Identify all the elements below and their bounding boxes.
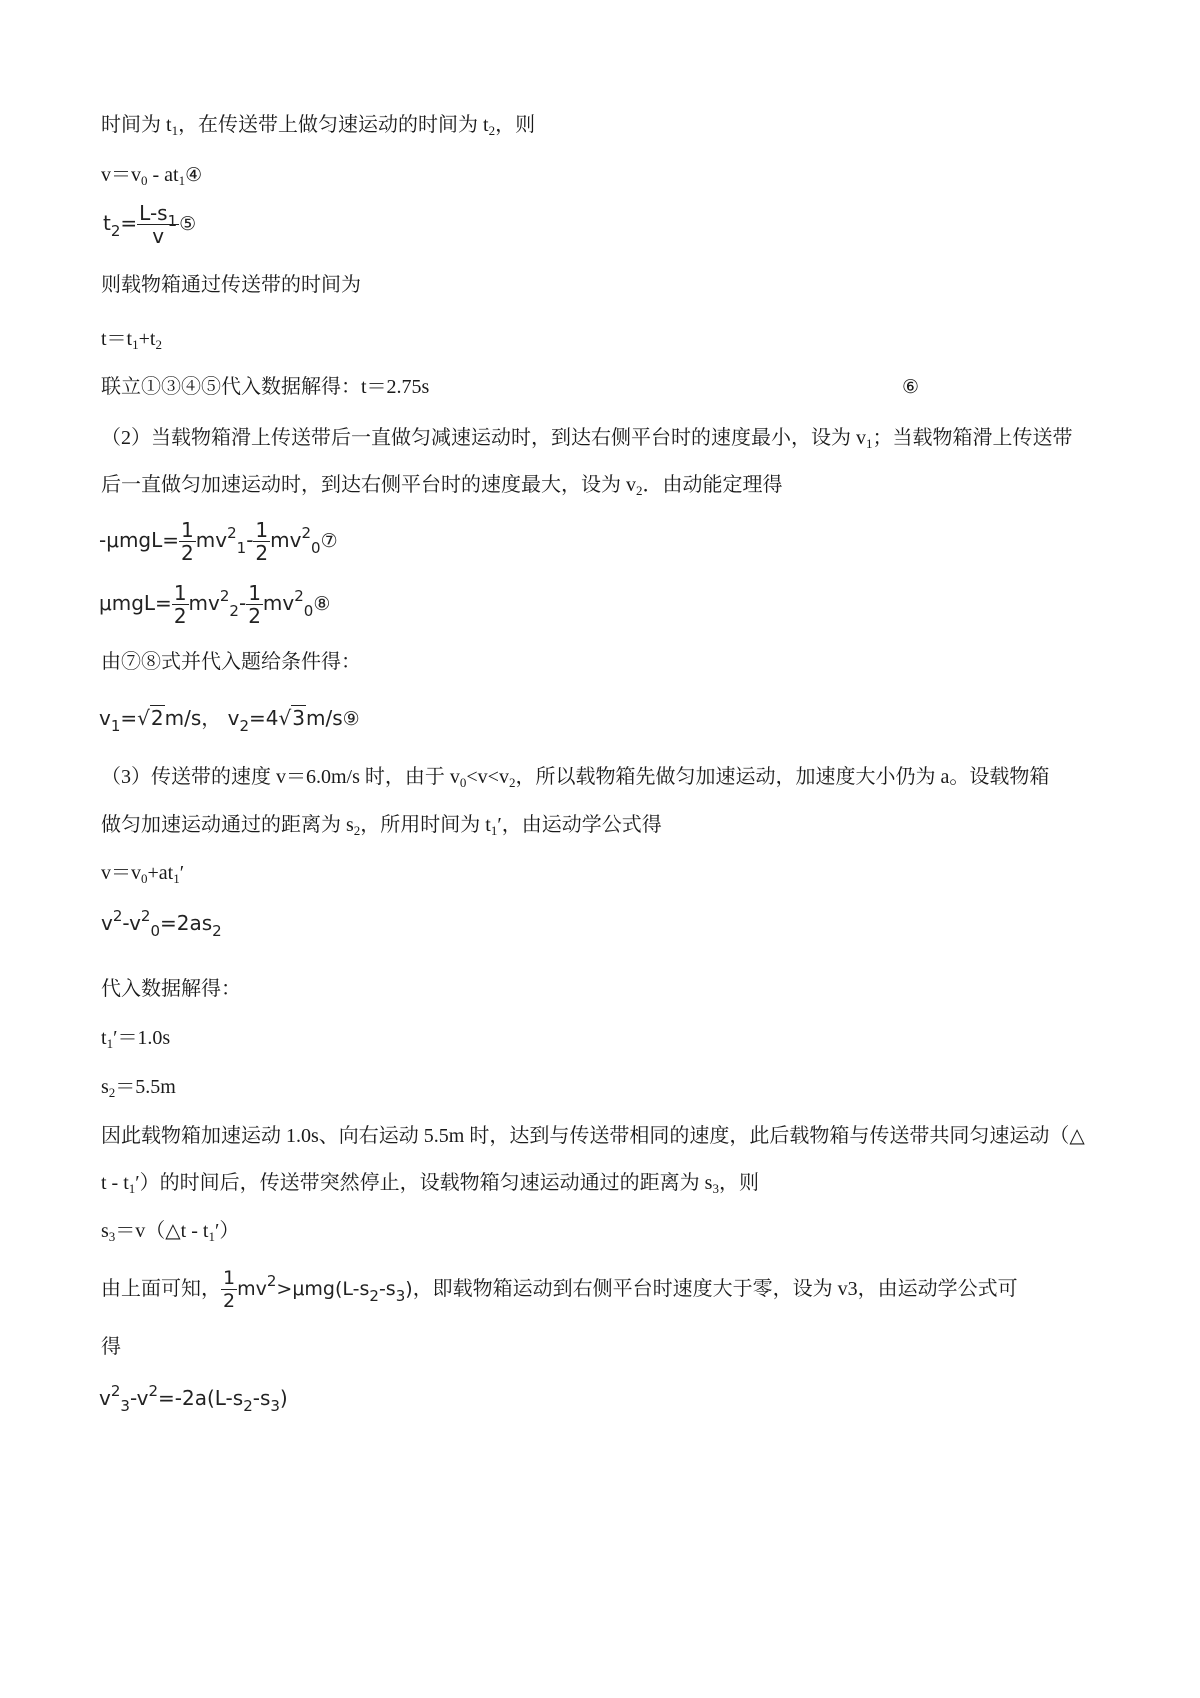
numerator: 1 — [248, 581, 261, 605]
text: ，所以载物箱先做匀加速运动，加速度大小仍为 a。设载物箱 — [515, 766, 1050, 788]
text: 做匀加速运动通过的距离为 s — [101, 814, 354, 836]
result-t1 — [101, 1025, 170, 1051]
text: 联立①③④⑤代入数据解得：t＝2.75s — [101, 376, 430, 398]
numerator: 1 — [181, 518, 194, 542]
subscript: 2 — [229, 602, 239, 620]
text: ；当载物箱滑上传送带 — [872, 427, 1073, 449]
equation-9 — [99, 702, 360, 735]
subscript: 2 — [110, 222, 121, 240]
equation-final — [99, 1382, 288, 1415]
paragraph-4-line-1: 因此载物箱加速运动 1.0s、向右运动 5.5m 时，达到与传送带相同的速度，此后载物箱与传送带共同匀速运动（△ — [101, 1125, 1085, 1147]
text: v — [99, 706, 111, 730]
text: μmgL= — [99, 591, 172, 615]
subscript: 2 — [508, 775, 516, 790]
superscript: 2 — [294, 587, 304, 605]
fraction — [137, 202, 179, 247]
line-solve: 代入数据解得： — [101, 978, 241, 1000]
text: ．由动能定理得 — [642, 474, 783, 496]
inline-inequality — [221, 1267, 413, 1312]
text: <v<v — [466, 766, 509, 788]
text: v — [101, 911, 113, 935]
subscript: 0 — [141, 173, 148, 188]
subscript: 2 — [243, 1397, 253, 1415]
equation-marker: ⑦ — [320, 530, 338, 552]
denominator: 2 — [173, 604, 187, 628]
text: -s — [252, 1386, 271, 1410]
subscript: 1 — [132, 337, 139, 352]
line-substitute: 由⑦⑧式并代入题给条件得： — [101, 651, 361, 673]
equation-8 — [99, 582, 330, 627]
text: v＝v — [101, 862, 141, 884]
equation-marker: ⑨ — [342, 708, 360, 730]
subscript: 1 — [866, 436, 873, 451]
equation-s3 — [101, 1218, 239, 1244]
text: ) — [279, 1386, 288, 1410]
numerator: 1 — [173, 581, 187, 605]
subscript: 2 — [155, 337, 162, 352]
text: ，即载物箱运动到右侧平台时速度大于零，设为 v3，由运动学公式可 — [412, 1278, 1018, 1300]
subscript: 2 — [239, 717, 250, 735]
subscript: 3 — [712, 1181, 719, 1196]
line-solve-6 — [101, 374, 429, 400]
line-total-time: 则载物箱通过传送带的时间为 — [101, 274, 361, 296]
equation-7 — [99, 519, 338, 564]
text: ′＝1.0s — [113, 1027, 171, 1049]
fraction — [246, 582, 263, 627]
root-sign: √ — [278, 706, 292, 730]
subscript: 0 — [459, 775, 467, 790]
subscript: 1 — [490, 823, 498, 838]
text: t — [103, 211, 111, 235]
superscript: 2 — [140, 907, 151, 925]
text: ＝5.5m — [115, 1076, 176, 1098]
text: mv — [237, 1278, 267, 1300]
paragraph-5-line-2: 得 — [101, 1336, 121, 1358]
equation-marker: ⑤ — [179, 213, 197, 235]
superscript: 2 — [148, 1382, 158, 1400]
text: = — [120, 211, 138, 235]
text: ，则 — [495, 114, 536, 136]
text: -s — [378, 1278, 396, 1300]
equation-marker: ④ — [185, 164, 203, 186]
equation-displacement — [101, 907, 222, 940]
equation-4 — [101, 162, 202, 188]
paragraph-4-line-2 — [101, 1170, 759, 1196]
text: +t — [138, 328, 156, 350]
equation-marker-6 — [902, 374, 919, 400]
subscript: 1 — [110, 717, 121, 735]
text: +at — [147, 862, 174, 884]
text: mv — [270, 528, 302, 552]
fraction — [172, 582, 189, 627]
text: mv — [195, 528, 228, 552]
subscript: 1 — [128, 1181, 136, 1196]
superscript: 2 — [110, 1382, 121, 1400]
text: - — [238, 591, 247, 615]
subscript: 1 — [208, 1229, 215, 1244]
text: ′，由运动学公式得 — [497, 814, 662, 836]
subscript: 2 — [636, 483, 643, 498]
equation-total-time — [101, 326, 162, 352]
text: ′ — [179, 862, 185, 884]
text: 后一直做匀加速运动时，到达右侧平台时的速度最大，设为 v — [101, 474, 636, 496]
subscript: 1 — [236, 539, 247, 557]
fraction — [253, 519, 270, 564]
subscript: 3 — [120, 1397, 130, 1415]
subscript: 3 — [395, 1287, 406, 1305]
paragraph-3-line-2 — [101, 812, 662, 838]
subscript: 0 — [141, 871, 148, 886]
text: t＝t — [101, 328, 133, 350]
text: L-s — [139, 201, 168, 225]
text: 由上面可知， — [101, 1278, 221, 1300]
superscript: 2 — [301, 524, 312, 542]
denominator: v — [152, 224, 165, 248]
subscript: 1 — [167, 212, 178, 230]
subscript: 1 — [106, 1036, 114, 1051]
text: = — [120, 706, 138, 730]
paragraph-5-line-1 — [101, 1267, 1018, 1312]
subscript: 2 — [369, 1287, 379, 1305]
denominator: 2 — [223, 1290, 236, 1312]
text: -v — [122, 911, 141, 935]
subscript: 0 — [311, 539, 321, 557]
text: -μmgL= — [99, 528, 180, 552]
text: =2as — [160, 911, 213, 935]
paragraph-2-line-1 — [101, 425, 1073, 451]
paragraph-3-line-1 — [101, 764, 1049, 790]
subscript: 3 — [270, 1397, 280, 1415]
equation-5 — [103, 202, 196, 247]
text: ，在传送带上做匀速运动的时间为 t — [178, 114, 489, 136]
text: s — [101, 1220, 109, 1242]
text: ，所用时间为 t — [360, 814, 491, 836]
text: =-2a(L-s — [158, 1386, 244, 1410]
denominator: 2 — [248, 604, 261, 628]
root-sign: √ — [137, 706, 150, 730]
subscript: 1 — [173, 871, 180, 886]
text: t — [101, 1027, 107, 1049]
text: ＝v（△t - t — [115, 1220, 209, 1242]
superscript: 2 — [266, 1272, 277, 1290]
text: v＝v — [101, 164, 141, 186]
result-s2 — [101, 1074, 176, 1100]
subscript: 2 — [353, 823, 361, 838]
paragraph-2-line-2 — [101, 472, 783, 498]
text: （3）传送带的速度 v＝6.0m/s 时，由于 v — [101, 766, 460, 788]
text: s — [101, 1076, 109, 1098]
subscript: 3 — [108, 1229, 116, 1244]
text: mv — [188, 591, 220, 615]
text: t - t — [101, 1172, 129, 1194]
fraction — [221, 1267, 237, 1312]
superscript: 2 — [112, 907, 123, 925]
subscript: 0 — [303, 602, 314, 620]
subscript: 2 — [488, 123, 496, 138]
text: ) — [405, 1278, 413, 1300]
text: - at — [147, 164, 179, 186]
numerator: 1 — [223, 1267, 236, 1289]
equation-marker: ⑧ — [313, 593, 331, 615]
text: ，则 — [718, 1172, 759, 1194]
subscript: 2 — [212, 922, 222, 940]
text: （2）当载物箱滑上传送带后一直做匀减速运动时，到达右侧平台时的速度最小，设为 v — [101, 427, 866, 449]
text: - — [246, 528, 254, 552]
text: v — [227, 706, 240, 730]
text: ′） — [214, 1220, 240, 1242]
text: v — [99, 1386, 111, 1410]
text: m/s， — [164, 706, 222, 730]
superscript: 2 — [227, 524, 237, 542]
text: -v — [129, 1386, 149, 1410]
text: ′）的时间后，传送带突然停止，设载物箱匀速运动通过的距离为 s — [135, 1172, 713, 1194]
numerator: 1 — [255, 518, 269, 542]
subscript: 0 — [150, 922, 160, 940]
subscript: 1 — [171, 123, 179, 138]
radicand: 3 — [292, 706, 305, 730]
text: >μmg(L-s — [276, 1278, 370, 1300]
equation-velocity — [101, 860, 184, 886]
denominator: 2 — [255, 541, 269, 565]
radicand: 2 — [150, 706, 164, 730]
text: =4 — [249, 706, 279, 730]
subscript: 1 — [178, 173, 186, 188]
denominator: 2 — [181, 541, 194, 565]
line-time-definition — [101, 112, 535, 138]
subscript: 2 — [108, 1085, 116, 1100]
numerator — [137, 201, 179, 230]
superscript: 2 — [219, 587, 230, 605]
text: m/s — [306, 706, 343, 730]
fraction — [179, 519, 196, 564]
text: ⑥ — [902, 376, 920, 398]
text: mv — [262, 591, 295, 615]
text: 时间为 t — [101, 114, 172, 136]
